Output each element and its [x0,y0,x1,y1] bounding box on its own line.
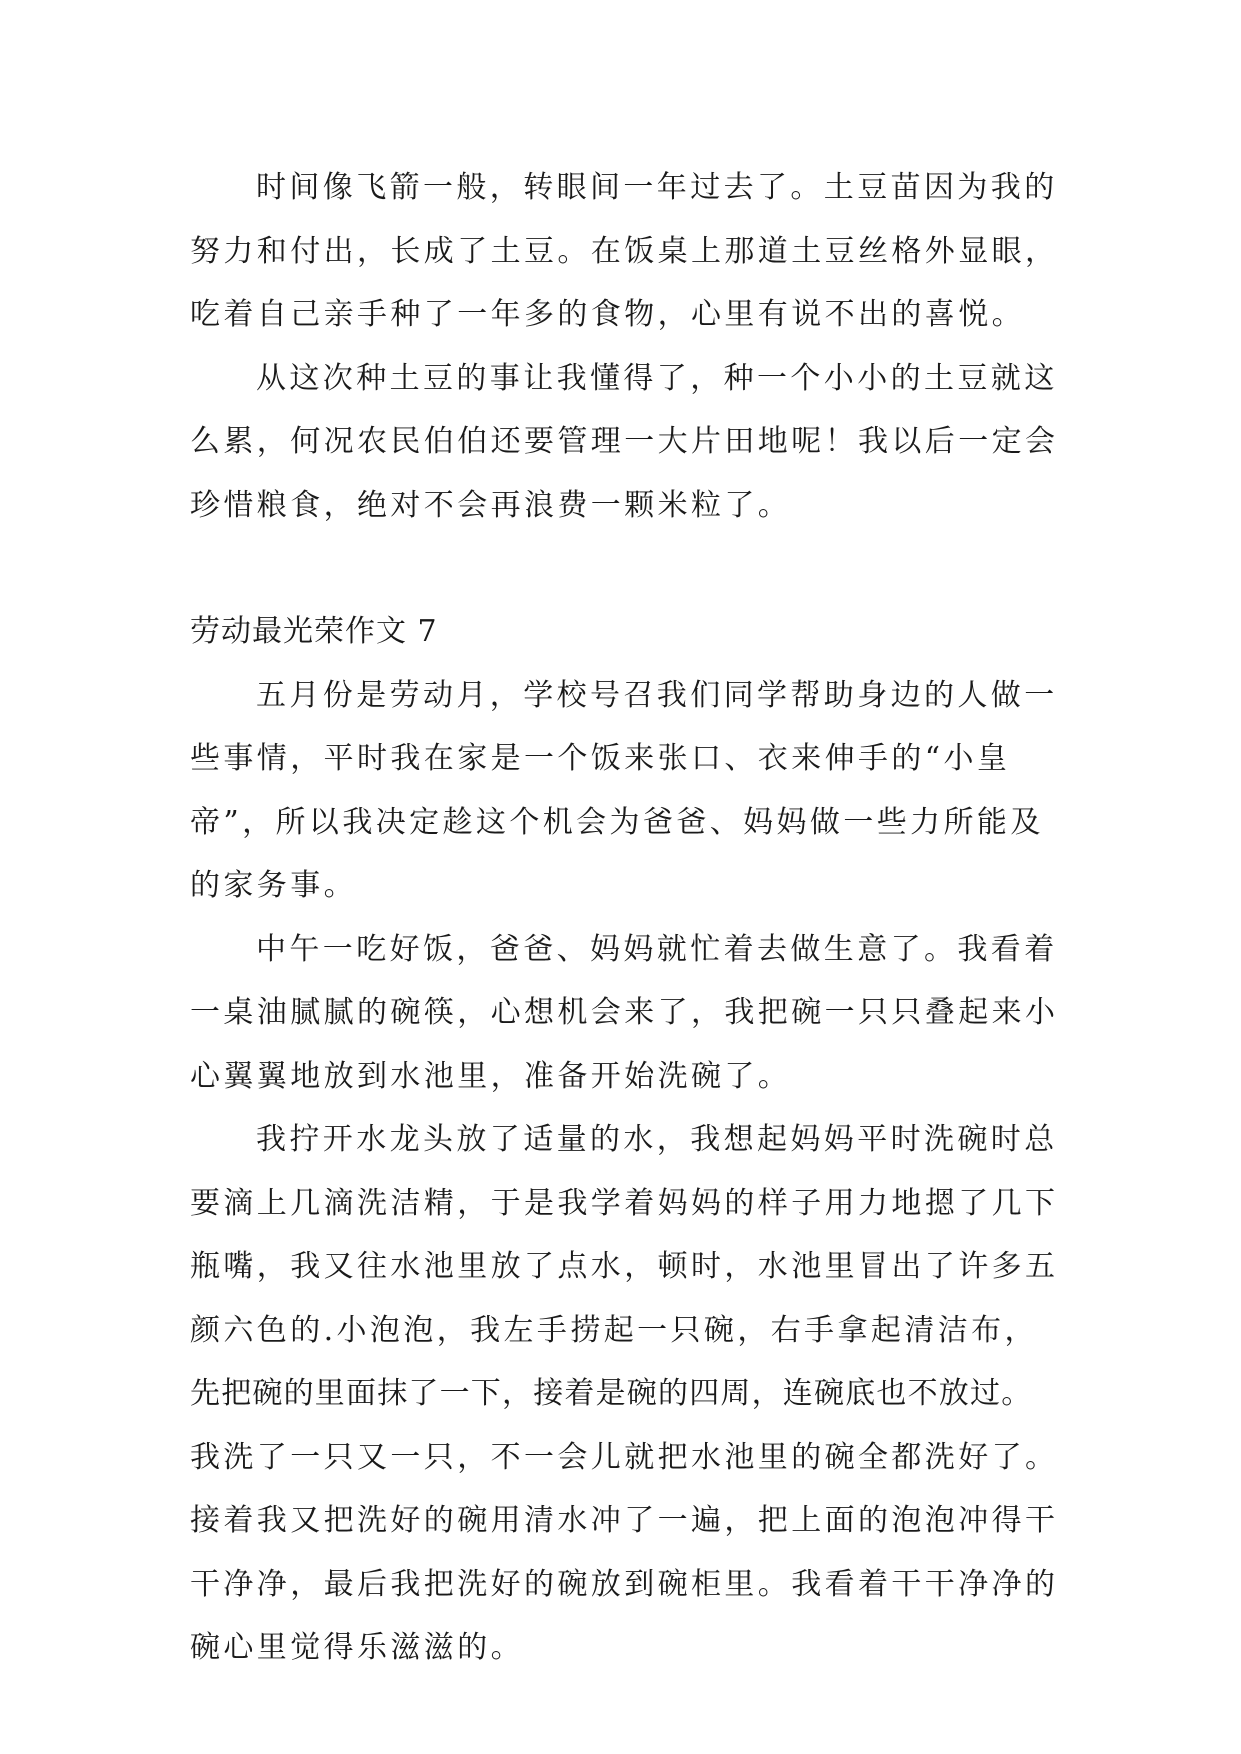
text-line: 碗心里觉得乐滋滋的。 [190,1630,524,1665]
section-gap [190,537,1070,600]
text-line: 先把碗的里面抹了一下，接着是碗的四周，连碗底也不放过。 [190,1376,1033,1411]
text-line: 时间像飞箭一般，转眼间一年过去了。土豆苗因为我的 [256,170,1058,205]
text-line: 我拧开水龙头放了适量的水，我想起妈妈平时洗碗时总 [256,1122,1058,1157]
text-line: 些事情，平时我在家是一个饭来张口、衣来伸手的“小皇 [190,741,1011,776]
paragraph-2 [190,918,1070,1109]
text-line: 干净净，最后我把洗好的碗放到碗柜里。我看着干干净净的 [190,1566,1059,1602]
text-line: 的家务事。 [190,868,357,903]
text-line: 么累，何况农民伯伯还要管理一大片田地呢！我以后一定会 [190,424,1059,459]
text-line: 五月份是劳动月，学校号召我们同学帮助身边的人做一 [256,677,1058,713]
paragraph-3 [190,1108,1070,1680]
text-line: 珍惜粮食，绝对不会再浪费一颗米粒了。 [190,487,792,523]
text-line: 颜六色的.小泡泡，我左手捞起一只碗，右手拿起清洁布， [190,1312,1038,1348]
text-line: 中午一吃好饭，爸爸、妈妈就忙着去做生意了。我看着 [256,931,1058,967]
text-line: 要滴上几滴洗洁精，于是我学着妈妈的样子用力地摁了几下 [190,1185,1059,1221]
document-page [190,156,1070,1680]
text-line: 瓶嘴，我又往水池里放了点水，顿时，水池里冒出了许多五 [190,1249,1059,1284]
text-line: 吃着自己亲手种了一年多的食物，心里有说不出的喜悦。 [190,297,1025,332]
text-line: 心翼翼地放到水池里，准备开始洗碗了。 [190,1058,792,1094]
text-line: 从这次种土豆的事让我懂得了，种一个小小的土豆就这 [256,360,1058,396]
paragraph-1 [190,664,1070,918]
text-line: 我洗了一只又一只，不一会儿就把水池里的碗全都洗好了。 [190,1439,1059,1475]
text-line: 帝”，所以我决定趁这个机会为爸爸、妈妈做一些力所能及 [190,804,1044,840]
essay-title: 劳动最光荣作文 7 [190,614,438,649]
paragraph-prev-2 [190,347,1070,538]
text-line: 接着我又把洗好的碗用清水冲了一遍，把上面的泡泡冲得干 [190,1503,1059,1538]
text-line: 一桌油腻腻的碗筷，心想机会来了，我把碗一只只叠起来小 [190,995,1059,1030]
paragraph-prev-1 [190,156,1070,347]
text-line: 努力和付出，长成了土豆。在饭桌上那道土豆丝格外显眼， [190,233,1059,269]
